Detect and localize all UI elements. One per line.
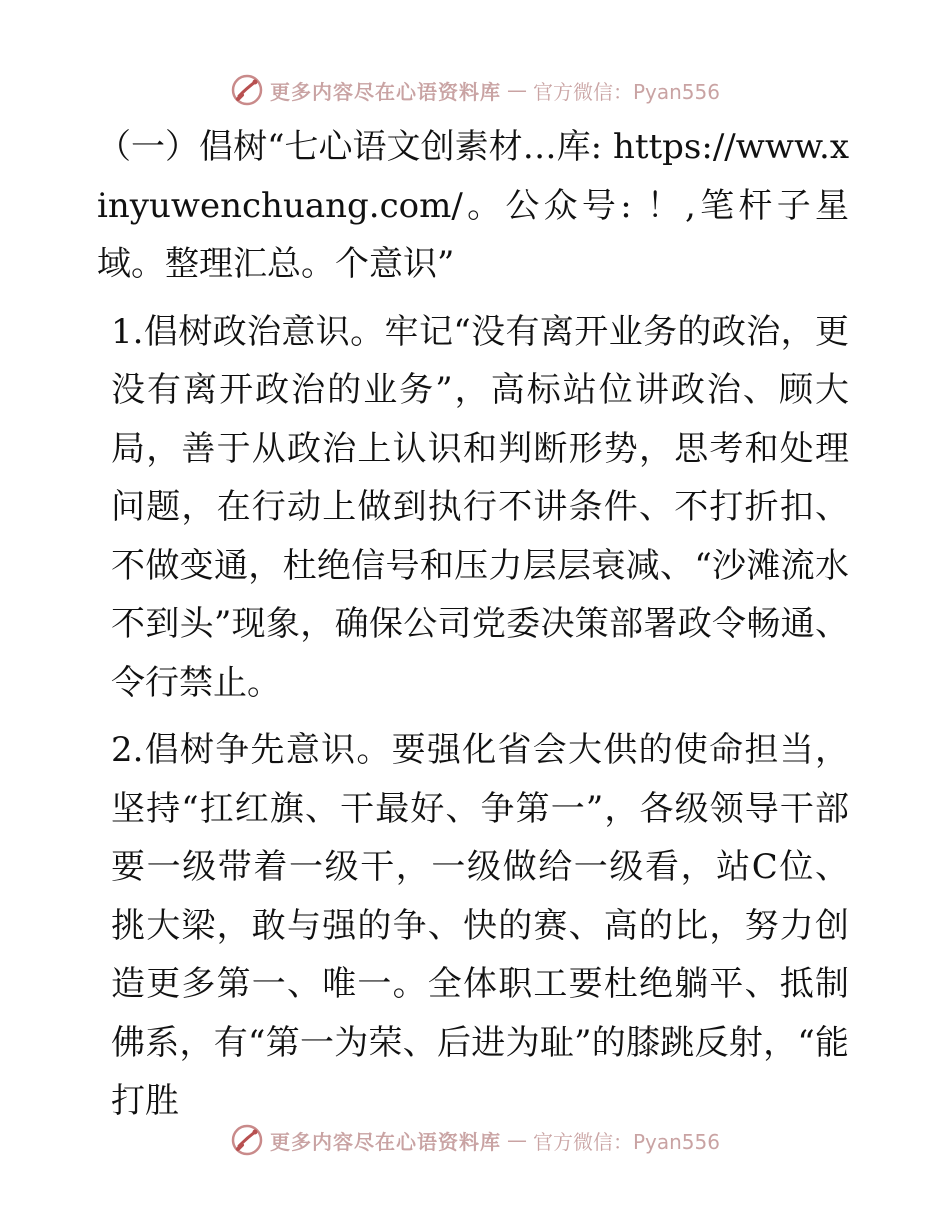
paragraph-political-awareness: 1.倡树政治意识。牢记“没有离开业务的政治，更没有离开政治的业务”，高标站位讲政治、顾大局，善于从政治上认识和判断形势，思考和处理问题，在行动上做到执行不讲条件、不打折扣、不做变通，杜绝信号和压力层层衰减、“沙滩流水不到头”现象，确保公司党委决策部署政令畅通、令行禁止。 [111,311,849,703]
brush-logo-icon [230,1123,264,1157]
brush-logo-icon [230,73,264,107]
paragraph-heading: （一）倡树“七心语文创素材…库: https://www.xinyuwenchuang.com/。公众号: ！,笔杆子星域。整理汇总。个意识” [97,127,849,284]
footer-banner-separator: — [506,1128,527,1152]
footer-banner-text: 更多内容尽在心语资料库 [269,1129,501,1154]
paragraph-striving-awareness: 2.倡树争先意识。要强化省会大供的使命担当，坚持“扛红旗、干最好、争第一”，各级领导干部要一级带着一级干，一级做给一级看，站C位、挑大梁，敢与强的争、快的赛、高的比，努力创造更多第一、唯一。全体职工要杜绝躺平、抵制佛系，有“第一为荣、后进为耻”的膝跳反射，“能打胜 [111,730,849,1121]
document-body [97,118,849,1131]
header-banner-separator: — [506,78,527,102]
footer-banner-contact: 官方微信：Pyan556 [532,1129,720,1154]
header-banner-contact: 官方微信：Pyan556 [532,79,720,104]
footer-banner [0,1120,950,1160]
header-banner-text: 更多内容尽在心语资料库 [269,79,501,104]
header-banner [0,70,950,110]
